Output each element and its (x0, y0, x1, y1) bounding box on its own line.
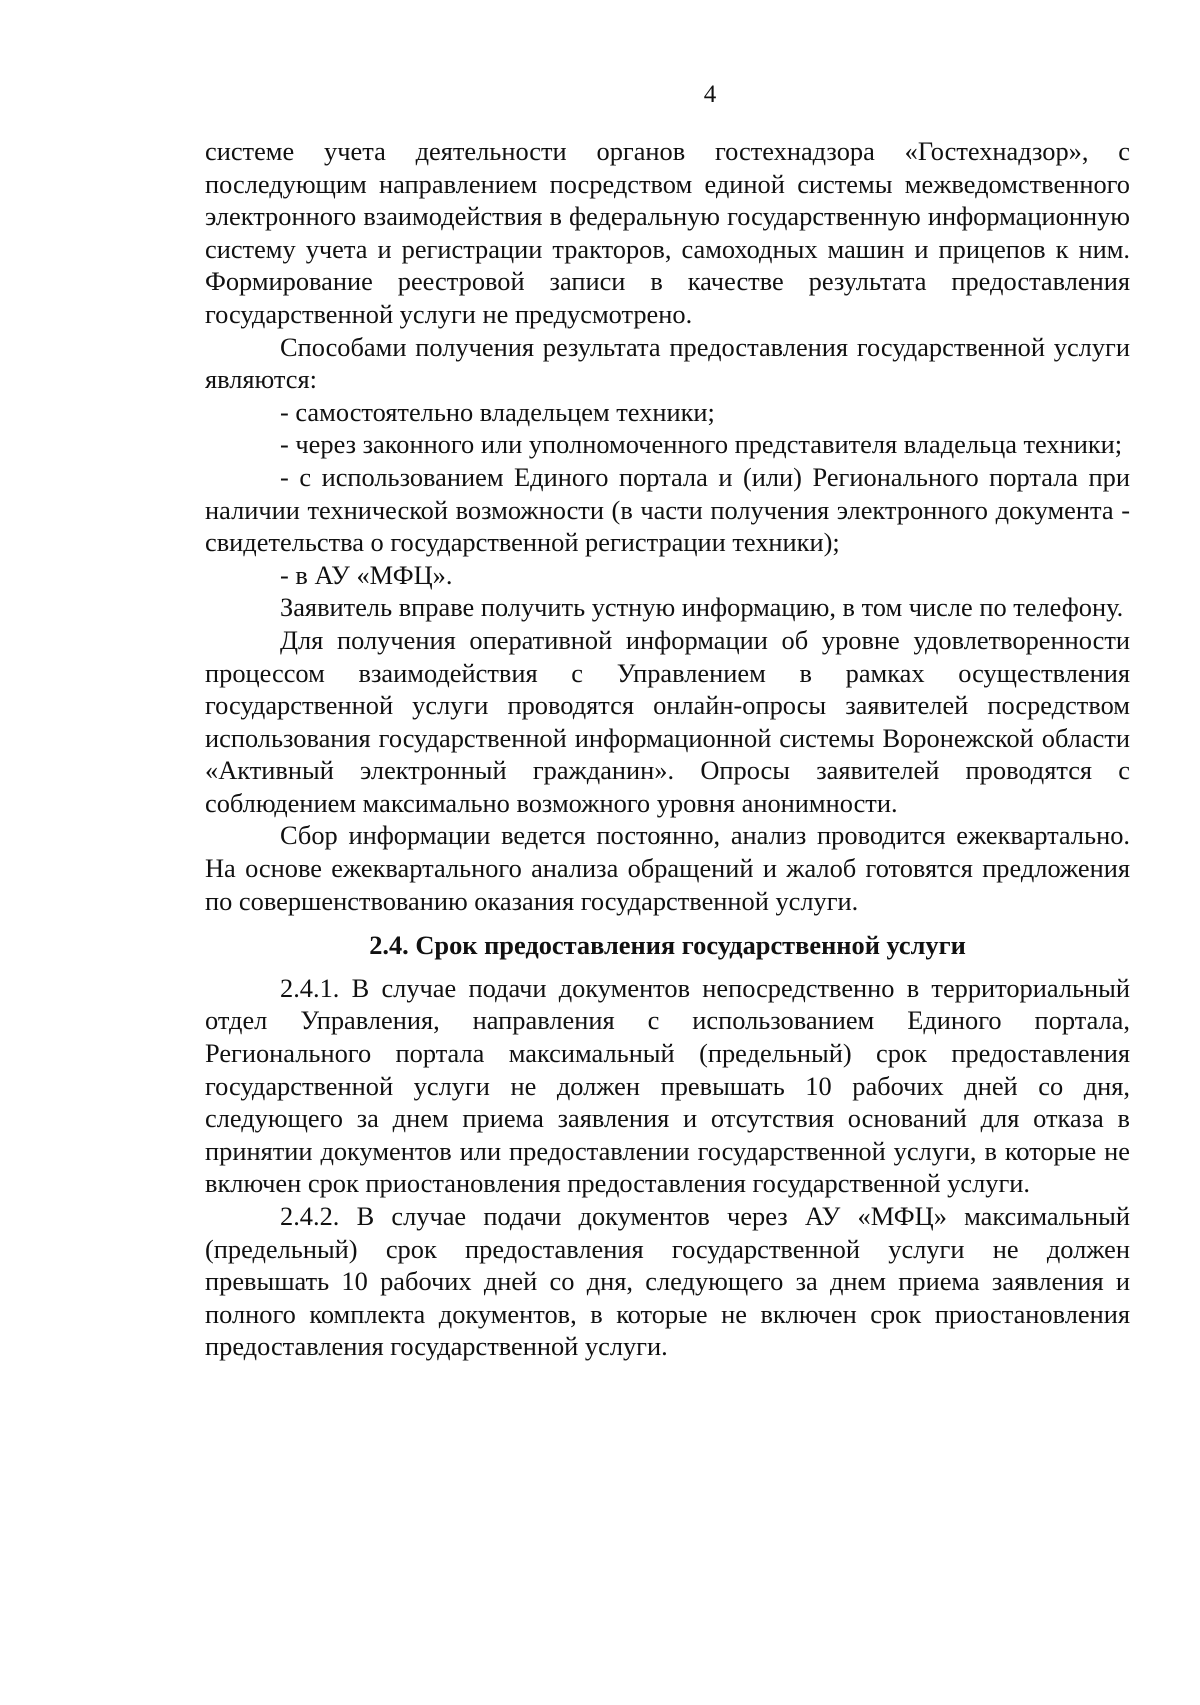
paragraph-phone-info: Заявитель вправе получить устную информацию, в том числе по телефону. (280, 592, 1124, 623)
list-item-mfc: - в АУ «МФЦ». (280, 559, 453, 590)
list-item-self: - самостоятельно владельцем техники; (280, 396, 715, 427)
document-body (205, 135, 1130, 1363)
paragraph-2-4-1: 2.4.1. В случае подачи документов непосредственно в территориальный отдел Управления, направления с использованием Единого портала, Регионального портала максимальный (предельный) срок предоставления государственной услуги не должен превышать 10 рабочих дней со дня, следующего за днем приема заявления и отсутствия оснований для отказа в принятии документов или предоставлении государственной услуги, в которые не включен срок приостановления предоставления государственной услуги. (205, 972, 1130, 1199)
paragraph-methods-intro: Способами получения результата предоставления государственной услуги являются: (205, 331, 1130, 395)
paragraph-analysis: Сбор информации ведется постоянно, анализ проводится ежеквартально. На основе ежеквартального анализа обращений и жалоб готовятся предложения по совершенствованию оказания государственной услуги. (205, 820, 1130, 916)
list-item-representative: - через законного или уполномоченного представителя владельца техники; (280, 429, 1123, 460)
page-number: 4 (703, 81, 717, 108)
list-item-portal: - с использованием Единого портала и (или) Регионального портала при наличии технической возможности (в части получения электронного документа - свидетельства о государственной регистрации техники); (205, 461, 1130, 558)
paragraph-survey: Для получения оперативной информации об уровне удовлетворенности процессом взаимодействия с Управлением в рамках осуществления государственной услуги проводятся онлайн-опросы заявителей посредством использования государственной информационной системы Воронежской области «Активный электронный гражданин». Опросы заявителей проводятся с соблюдением максимально возможного уровня анонимности. (205, 624, 1130, 818)
paragraph-2-4-2: 2.4.2. В случае подачи документов через АУ «МФЦ» максимальный (предельный) срок предоставления государственной услуги не должен превышать 10 рабочих дней со дня, следующего за днем приема заявления и полного комплекта документов, в которые не включен срок приостановления предоставления государственной услуги. (205, 1201, 1130, 1362)
paragraph-continuation: системе учета деятельности органов гостехнадзора «Гостехнадзор», с последующим направлением посредством единой системы межведомственного электронного взаимодействия в федеральную государственную информационную систему учета и регистрации тракторов, самоходных машин и прицепов к ним. Формирование реестровой записи в качестве результата предоставления государственной услуги не предусмотрено. (205, 136, 1130, 329)
section-heading: 2.4. Срок предоставления государственной услуги (369, 930, 966, 961)
